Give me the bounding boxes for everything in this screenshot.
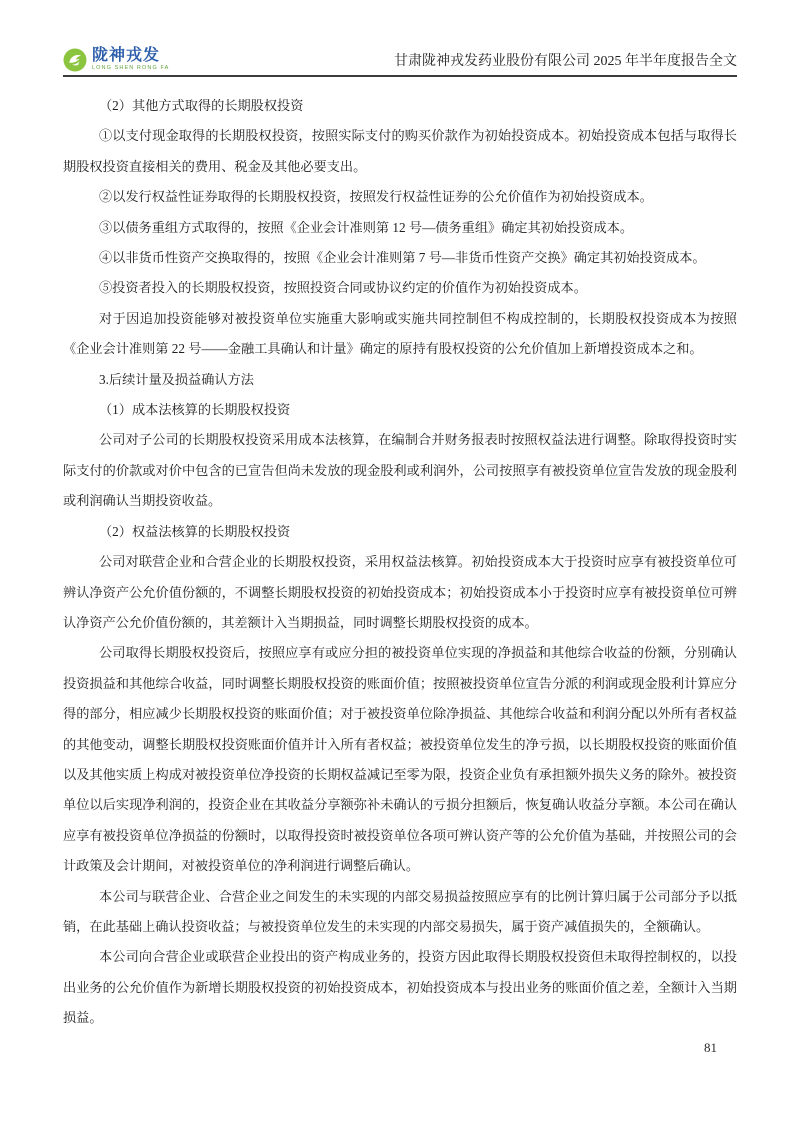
paragraph: 3.后续计量及损益确认方法 bbox=[99, 371, 254, 387]
paragraph: 本公司向合营企业或联营企业投出的资产构成业务的，投资方因此取得长期股权投资但未取得控制权的，以投出业务的公允价值作为新增长期股权投资的初始投资成本，初始投资成本与投出业务的账面价值之差，全额计入当期损益。 bbox=[63, 949, 737, 1026]
page-number: 81 bbox=[704, 1040, 717, 1055]
paragraph: （2）权益法核算的长期股权投资 bbox=[99, 523, 291, 539]
paragraph: ③以债务重组方式取得的，按照《企业会计准则第 12 号—债务重组》确定其初始投资成本。 bbox=[99, 219, 634, 235]
paragraph: ⑤投资者投入的长期股权投资，按照投资合同或协议约定的价值作为初始投资成本。 bbox=[99, 280, 587, 296]
logo-latin-name: LONG SHEN RONG FA bbox=[92, 65, 170, 72]
page-header bbox=[63, 0, 737, 77]
logo-circle-icon bbox=[63, 48, 87, 72]
paragraph: ④以非货币性资产交换取得的，按照《企业会计准则第 7 号—非货币性资产交换》确定其初始投资成本。 bbox=[99, 250, 706, 266]
paragraph: ①以支付现金取得的长期股权投资，按照实际支付的购买价款作为初始投资成本。初始投资成本包括与取得长期股权投资直接相关的费用、税金及其他必要支出。 bbox=[63, 128, 737, 174]
logo-chinese-name: 陇神戎发 bbox=[92, 47, 161, 65]
paragraph: 对于因追加投资能够对被投资单位实施重大影响或实施共同控制但不构成控制的，长期股权投资成本为按照《企业会计准则第 22 号——金融工具确认和计量》确定的原持有股权投资的公允价值加上新增投资成本之和。 bbox=[63, 310, 737, 357]
paragraph: （2）其他方式取得的长期股权投资 bbox=[99, 98, 304, 113]
paragraph: 公司取得长期股权投资后，按照应享有或应分担的被投资单位实现的净损益和其他综合收益的份额，分别确认投资损益和其他综合收益，同时调整长期股权投资的账面价值；按照被投资单位宣告分派的利润或现金股利计算应分得的部分，相应减少长期股权投资的账面价值；对于被投资单位除净损益、其他综合收益和利润分配以外所有者权益的其他变动，调整长期股权投资账面价值并计入所有者权益；被投资单位发生的净亏损，以长期股权投资的账面价值以及其他实质上构成对被投资单位净投资的长期权益减记至零为限，投资企业负有承担额外损失义务的除外。被投资单位以后实现净利润的，投资企业在其收益分享额弥补未确认的亏损分担额后，恢复确认收益分享额。本公司在确认应享有被投资单位净损益的份额时，以取得投资时被投资单位各项可辨认资产等的公允价值为基础，并按照公司的会计政策及会计期间，对被投资单位的净利润进行调整后确认。 bbox=[63, 645, 737, 874]
paragraph: （1）成本法核算的长期股权投资 bbox=[99, 402, 291, 418]
paragraph: 本公司与联营企业、合营企业之间发生的未实现的内部交易损益按照应享有的比例计算归属于公司部分予以抵销，在此基础上确认投资收益；与被投资单位发生的未实现的内部交易损失，属于资产减值损失的，全额确认。 bbox=[63, 888, 737, 934]
report-title: 甘肃陇神戎发药业股份有限公司 2025 年半年度报告全文 bbox=[394, 54, 737, 69]
company-logo bbox=[63, 48, 169, 72]
paragraph: 公司对子公司的长期股权投资采用成本法核算，在编制合并财务报表时按照权益法进行调整。除取得投资时实际支付的价款或对价中包含的已宣告但尚未发放的现金股利或利润外，公司按照享有被投资单位宣告发放的现金股利或利润确认当期投资收益。 bbox=[63, 432, 737, 509]
report-page bbox=[63, 0, 737, 1034]
logo-text bbox=[92, 48, 169, 72]
paragraph: ②以发行权益性证券取得的长期股权投资，按照发行权益性证券的公允价值作为初始投资成本。 bbox=[99, 189, 653, 205]
document-body bbox=[63, 91, 737, 1034]
paragraph: 公司对联营企业和合营企业的长期股权投资，采用权益法核算。初始投资成本大于投资时应享有被投资单位可辨认净资产公允价值份额的，不调整长期股权投资的初始投资成本；初始投资成本小于投资时应享有被投资单位可辨认净资产公允价值份额的，其差额计入当期损益，同时调整长期股权投资的成本。 bbox=[63, 554, 737, 630]
